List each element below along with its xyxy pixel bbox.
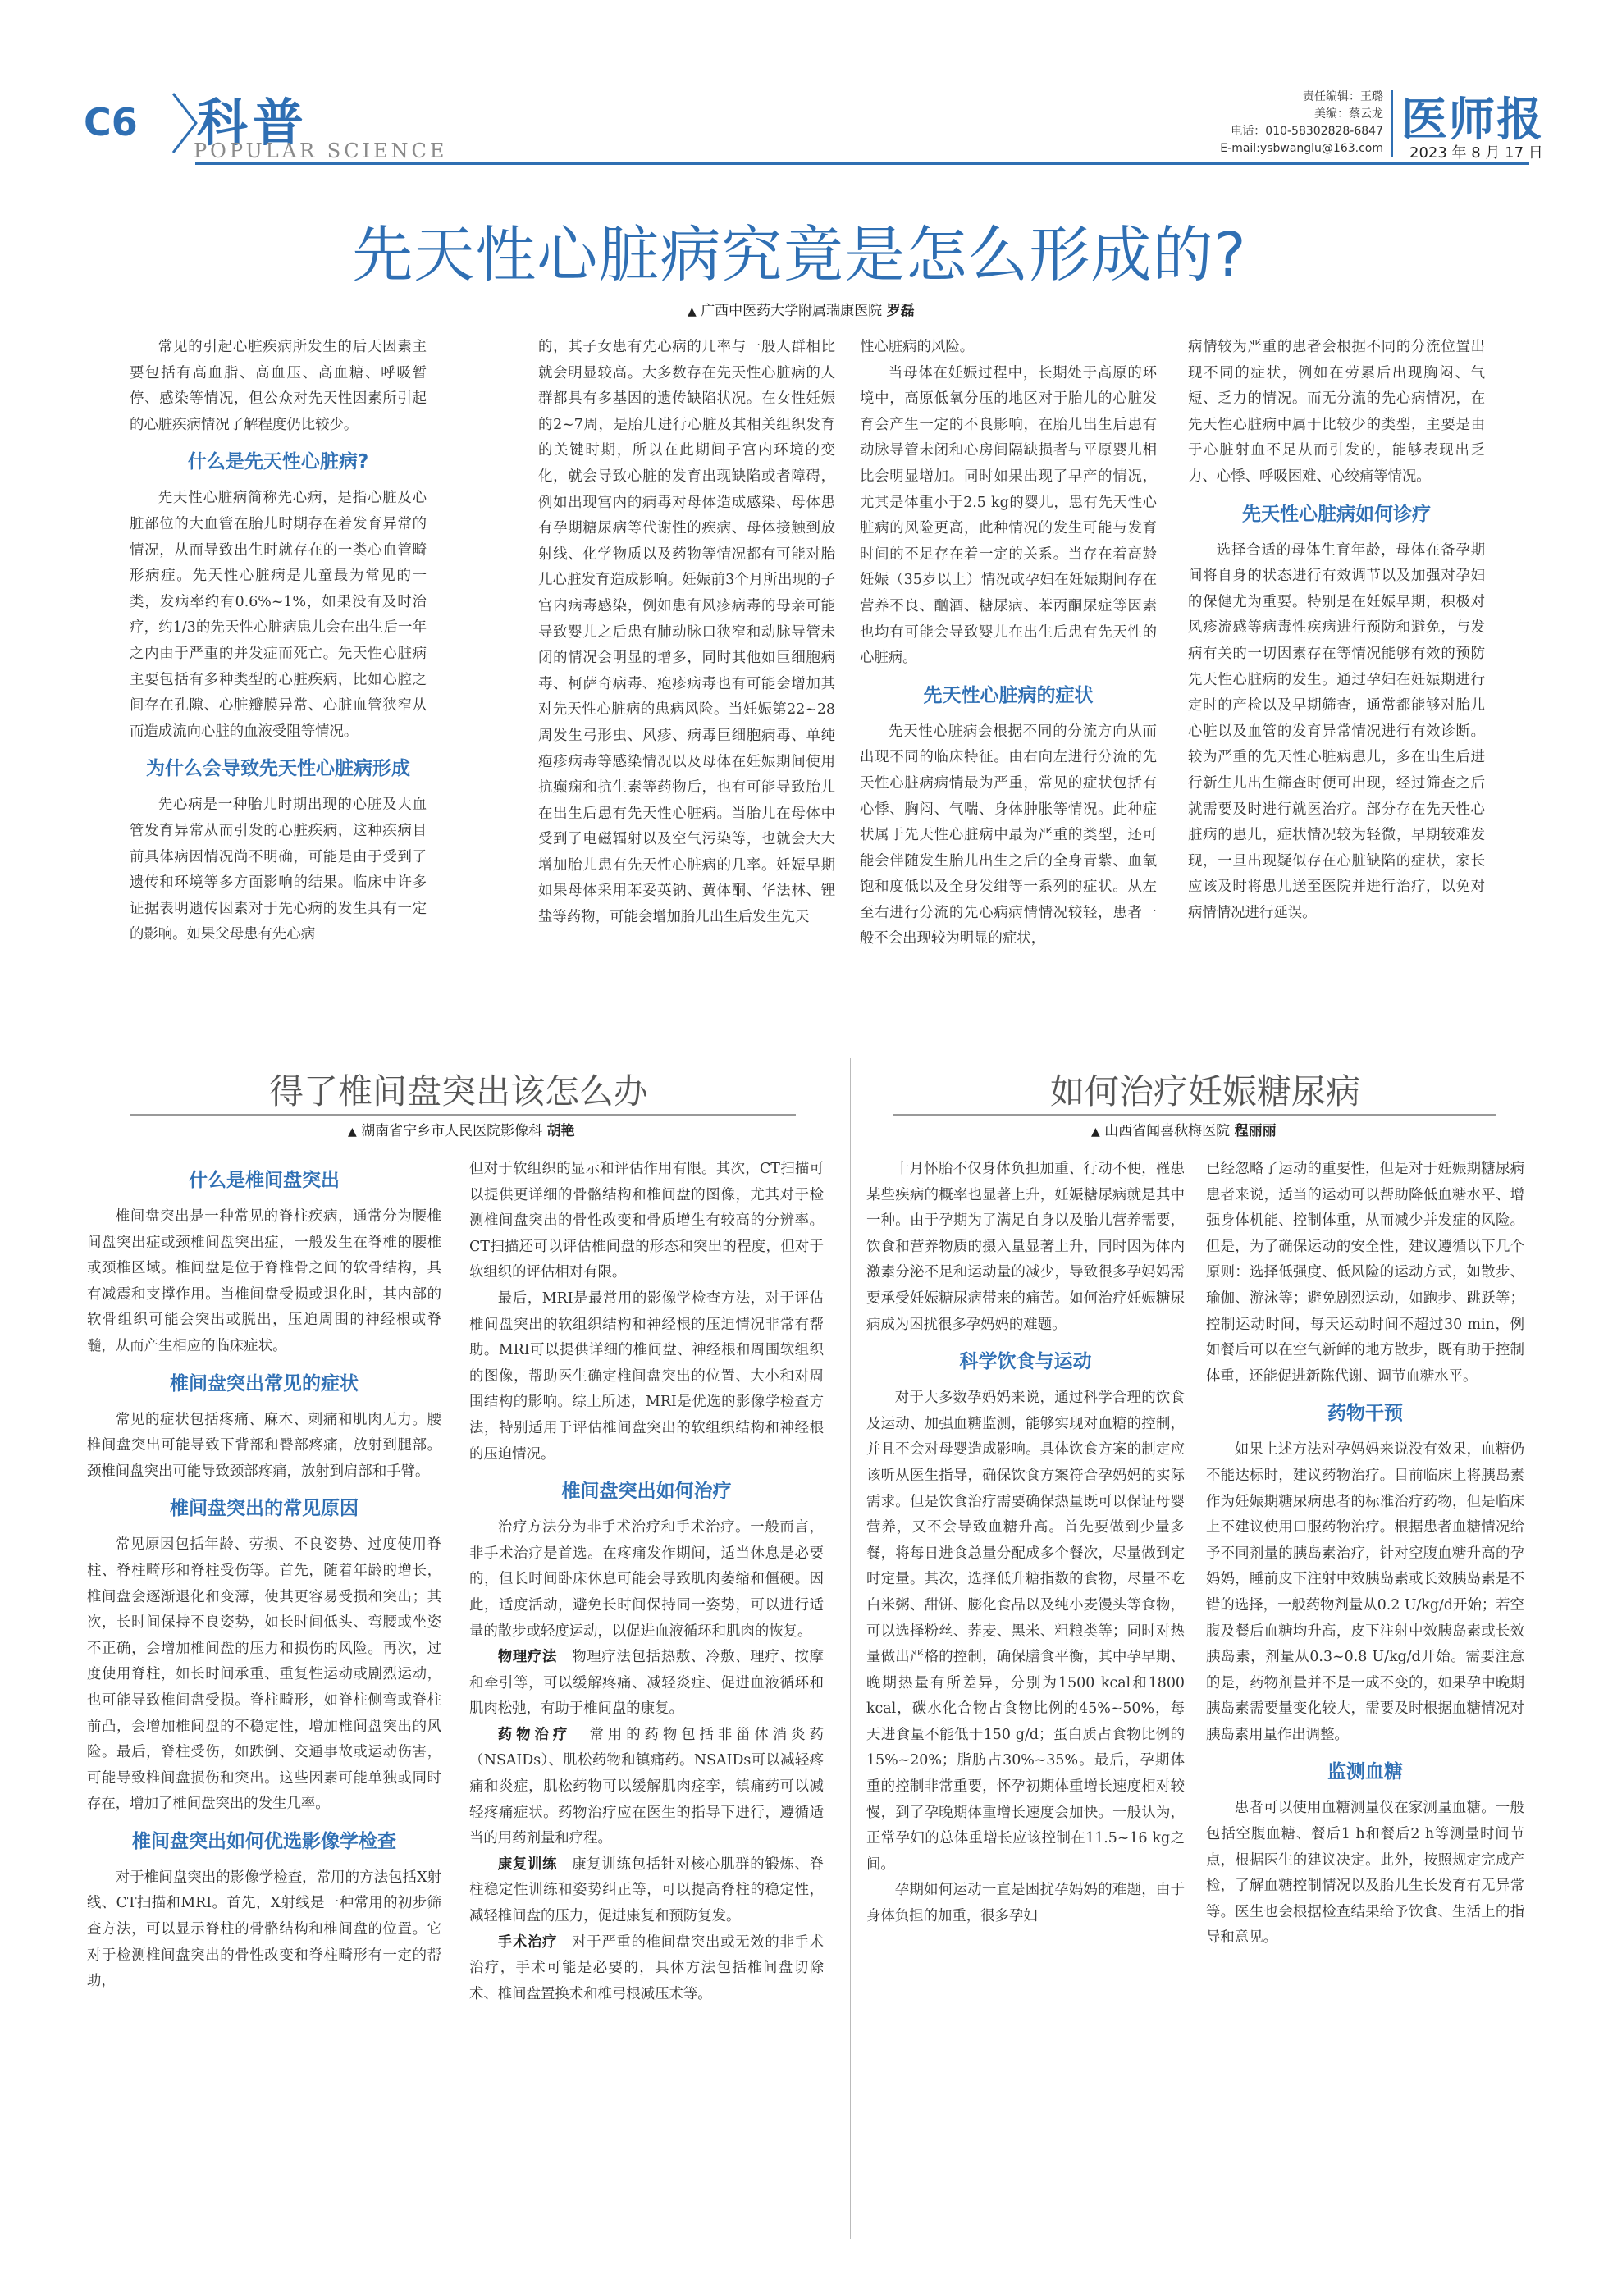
- section-heading: 先天性心脏病如何诊疗: [1242, 503, 1431, 525]
- paragraph: 常见的引起心脏疾病所发生的后天因素主要包括有高血脂、高血压、高血糖、呼吸暂停、感染等情况，但公众对先天性因素所引起的心脏疾病情况了解程度仍比较少。: [130, 339, 427, 433]
- paragraph: 常见原因包括年龄、劳损、不良姿势、过度使用脊柱、脊柱畸形和脊柱受伤等。首先，随着年龄的增长，椎间盘会逐渐退化和变薄，使其更容易受损和突出；其次，长时间保持不良姿势，如长时间低头、弯腰或坐姿不正确，会增加椎间盘的压力和损伤的风险。再次，过度使用脊柱，如长时间承重、重复性运动或剧烈运动，也可能导致椎间盘受损。脊柱畸形，如脊柱侧弯或脊柱前凸，会增加椎间盘的不稳定性，增加椎间盘突出的风险。最后，脊柱受伤，如跌倒、交通事故或运动伤害，可能导致椎间盘损伤和突出。这些因素可能单独或同时存在，增加了椎间盘突出的发生几率。: [87, 1536, 441, 1813]
- article3-title: 如何治疗妊娠糖尿病: [1050, 1071, 1361, 1111]
- paragraph: 椎间盘突出是一种常见的脊柱疾病，通常分为腰椎间盘突出症或颈椎间盘突出症，一般发生在脊椎的腰椎或颈椎区域。椎间盘是位于脊椎骨之间的软骨结构，具有减震和支撑作用。当椎间盘受损或退化时，其内部的软骨组织可能会突出或脱出，压迫周围的神经根或脊髓，从而产生相应的临床症状。: [87, 1208, 441, 1354]
- paragraph: 如果上述方法对孕妈妈来说没有效果，血糖仍不能达标时，建议药物治疗。目前临床上将胰岛素作为妊娠期糖尿病患者的标准治疗药物，但是临床上不建议使用口服药物治疗。根据患者血糖情况给予不同剂量的胰岛素治疗，针对空腹血糖升高的孕妈妈，睡前皮下注射中效胰岛素或长效胰岛素是不错的选择，一般药物剂量从0.2 U/kg/d开始；若空腹及餐后血糖均升高，皮下注射中效胰岛素或长效胰岛素，剂量从0.3~0.8 U/kg/d开始。需要注意的是，药物剂量并不是一成不变的，如果孕中晚期胰岛素需要量变化较大，需要及时根据血糖情况对胰岛素用量作出调整。: [1206, 1441, 1524, 1743]
- section-heading: 为什么会导致先天性心脏病形成: [146, 758, 410, 780]
- paragraph-text: 对于严重的椎间盘突出或无效的非手术治疗，手术可能是必要的，具体方法包括椎间盘切除术、椎间盘置换术和椎弓根减压术等。: [469, 1933, 824, 2002]
- paragraph: 的，其子女患有先心病的几率与一般人群相比就会明显较高。大多数存在先天性心脏病的人群都具有多基因的遗传缺陷状况。在女性妊娠的2~7周，是胎儿进行心脏及其相关组织发育的关键时期，所以在此期间子宫内环境的变化，就会导致心脏的发育出现缺陷或者障碍，例如出现宫内的病毒对母体造成感染、母体患有孕期糖尿病等代谢性的疾病、母体接触到放射线、化学物质以及药物等情况都有可能对胎儿心脏发育造成影响。妊娠前3个月所出现的子宫内病毒感染，例如患有风疹病毒的母亲可能导致婴儿之后患有肺动脉口狭窄和动脉导管未闭的情况会明显的增多，同时其他如巨细胞病毒、柯萨奇病毒、疱疹病毒也有可能会增加其对先天性心脏病的患病风险。当妊娠第22~28周发生弓形虫、风疹、病毒巨细胞病毒、单纯疱疹病毒等感染情况以及母体在妊娠期间使用抗癫痫和抗生素等药物后，也有可能导致胎儿在出生后患有先天性心脏病。当胎儿在母体中受到了电磁辐射以及空气污染等，也就会大大增加胎儿患有先天性心脏病的几率。妊娠早期如果母体采用苯妥英钠、黄体酮、华法林、锂盐等药物，可能会增加胎儿出生后发生先天: [538, 339, 835, 926]
- paragraph: 常见的症状包括疼痛、麻木、刺痛和肌肉无力。腰椎间盘突出可能导致下背部和臀部疼痛，放射到腿部。颈椎间盘突出可能导致颈部疼痛，放射到肩部和手臂。: [87, 1411, 441, 1480]
- paragraph: 最后，MRI是最常用的影像学检查方法，对于评估椎间盘突出的软组织结构和神经根的压迫情况非常有帮助。MRI可以提供详细的椎间盘、神经根和周围软组织的图像，帮助医生确定椎间盘突出的位置、大小和对周围结构的影响。综上所述，MRI是优选的影像学检查方法，特别适用于评估椎间盘突出的软组织结构和神经根的压迫情况。: [469, 1290, 824, 1463]
- paragraph: 先天性心脏病会根据不同的分流方向从而出现不同的临床特征。由右向左进行分流的先天性心脏病病情最为严重，常见的症状包括有心悸、胸闷、气喘、身体肿胀等情况。此种症状属于先天性心脏病中最为严重的类型，还可能会伴随发生胎儿出生之后的全身青紫、血氧饱和度低以及全身发绀等一系列的症状。从左至右进行分流的先心病病情情况较轻，患者一般不会出现较为明显的症状，: [860, 723, 1157, 947]
- article2-byline-org: 湖南省宁乡市人民医院影像科: [361, 1123, 543, 1139]
- paragraph-lead-term: 物理疗法: [497, 1649, 558, 1666]
- article2-title-rule: [130, 1114, 796, 1116]
- section-heading: 什么是椎间盘突出: [189, 1170, 340, 1191]
- article2-byline: [348, 1119, 575, 1139]
- article1-byline: [688, 299, 915, 319]
- article1-column-1: [130, 335, 427, 991]
- article1-column-4: [1188, 335, 1485, 991]
- section-title: 科普: [197, 93, 309, 153]
- page-number: C6: [84, 100, 138, 144]
- section-heading: 椎间盘突出常见的症状: [170, 1372, 359, 1394]
- paragraph: 病情较为严重的患者会根据不同的分流位置出现不同的症状，例如在劳累后出现胸闷、气短、乏力的情况。而无分流的先心病情况，在先天性心脏病中属于比较少的类型，主要是由于心脏射血不足从而引发的，能够表现出乏力、心悸、呼吸困难、心绞痛等情况。: [1188, 339, 1485, 485]
- article2-byline-author: 胡艳: [546, 1123, 575, 1139]
- editor-credit: 责任编辑：王璐: [1303, 90, 1383, 103]
- section-heading: 监测血糖: [1327, 1761, 1403, 1783]
- publication-date: 2023 年 8 月 17 日: [1409, 144, 1543, 162]
- paragraph: [469, 1645, 824, 1723]
- paragraph: [469, 1723, 824, 1852]
- paragraph: [469, 1930, 824, 2008]
- section-heading: 什么是先天性心脏病?: [187, 451, 369, 473]
- article3-byline-author: 程丽丽: [1234, 1123, 1277, 1139]
- article3-column-2: [1206, 1157, 1524, 2239]
- paragraph-lead-term: 康复训练: [497, 1856, 558, 1873]
- article1-title: 先天性心脏病究竟是怎么形成的?: [352, 220, 1247, 290]
- designer-credit: 美编：蔡云龙: [1314, 107, 1383, 121]
- header-divider: [1391, 90, 1393, 157]
- paragraph: 先心病是一种胎儿时期出现的心脏及大血管发育异常从而引发的心脏疾病，这种疾病目前具体病因情况尚不明确，可能是由于受到了遗传和环境等多方面影响的结果。临床中许多证据表明遗传因素对于先心病的发生具有一定的影响。如果父母患有先心病: [130, 797, 427, 943]
- section-heading: 椎间盘突出的常见原因: [170, 1498, 359, 1520]
- article2-column-2: [469, 1157, 824, 2239]
- article1-byline-author: 罗磊: [886, 303, 915, 319]
- paragraph: 治疗方法分为非手术治疗和手术治疗。一般而言，非手术治疗是首选。在疼痛发作期间，适当休息是必要的，但长时间卧床休息可能会导致肌肉萎缩和僵硬。因此，适度活动，避免长时间保持同一姿势，可以进行适量的散步或轻度运动，以促进血液循环和肌肉的恢复。: [469, 1519, 824, 1640]
- column-divider: [850, 1058, 851, 2239]
- triangle-icon: ▲: [348, 1125, 357, 1139]
- contact-email: E-mail:ysbwanglu@163.com: [1220, 142, 1383, 155]
- paragraph: 已经忽略了运动的重要性，但是对于妊娠期糖尿病患者来说，适当的运动可以帮助降低血糖水平、增强身体机能、控制体重，从而减少并发症的风险。但是，为了确保运动的安全性，建议遵循以下几个原则：选择低强度、低风险的运动方式，如散步、瑜伽、游泳等；避免剧烈运动，如跑步、跳跃等；控制运动时间，每天运动时间不超过30 min，例如餐后可以在空气新鲜的地方散步，既有助于控制体重，还能促进新陈代谢、调节血糖水平。: [1206, 1161, 1524, 1385]
- paragraph-lead-term: 药物治疗: [497, 1726, 572, 1743]
- header-rule: [195, 162, 1529, 165]
- article3-byline-org: 山西省闻喜秋梅医院: [1104, 1123, 1231, 1139]
- paragraph: 选择合适的母体生育年龄，母体在备孕期间将自身的状态进行有效调节以及加强对孕妇的保健尤为重要。特别是在妊娠早期，积极对风疹流感等病毒性疾病进行预防和避免，与发病有关的一切因素存在等情况能够有效的预防先天性心脏病的发生。通过孕妇在妊娠期进行定时的产检以及早期筛查，通常都能够对胎儿心脏以及血管的发育异常情况进行有效诊断。较为严重的先天性心脏病患儿，多在出生后进行新生儿出生筛查时便可出现，经过筛查之后就需要及时进行就医治疗。部分存在先天性心脏病的患儿，症状情况较为轻微，早期较难发现，一旦出现疑似存在心脏缺陷的症状，家长应该及时将患儿送至医院并进行治疗，以免对病情情况进行延误。: [1188, 541, 1485, 921]
- paragraph-text: 物理疗法包括热敷、冷敷、理疗、按摩和牵引等，可以缓解疼痛、减轻炎症、促进血液循环和肌肉松弛，有助于椎间盘的康复。: [469, 1649, 824, 1718]
- paragraph-text: 常用的药物包括非甾体消炎药（NSAIDs）、肌松药物和镇痛药。NSAIDs可以减轻疼痛和炎症，肌松药物可以缓解肌肉痉挛，镇痛药可以减轻疼痛症状。药物治疗应在医生的指导下进行，遵循适当的用药剂量和疗程。: [469, 1726, 824, 1847]
- article3-byline: [1091, 1119, 1277, 1139]
- paragraph-lead-term: 手术治疗: [497, 1933, 558, 1951]
- paragraph: 对于椎间盘突出的影像学检查，常用的方法包括X射线、CT扫描和MRI。首先，X射线是一种常用的初步筛查方法，可以显示脊柱的骨骼结构和椎间盘的位置。它对于检测椎间盘突出的骨性改变和脊柱畸形有一定的帮助，: [87, 1869, 441, 1990]
- paragraph: 当母体在妊娠过程中，长期处于高原的环境中，高原低氧分压的地区对于胎儿的心脏发育会产生一定的不良影响，在胎儿出生后患有动脉导管未闭和心房间隔缺损者与平原婴儿相比会明显增加。同时如果出现了早产的情况，尤其是体重小于2.5 kg的婴儿，患有先天性心脏病的风险更高，此种情况的发生可能与发育时间的不足存在着一定的关系。当存在着高龄妊娠（35岁以上）情况或孕妇在妊娠期间存在营养不良、酗酒、糖尿病、苯丙酮尿症等因素也均有可能会导致婴儿在出生后患有先天性的心脏病。: [860, 364, 1157, 667]
- paragraph: 先天性心脏病简称先心病，是指心脏及心脏部位的大血管在胎儿时期存在着发育异常的情况，从而导致出生时就存在的一类心血管畸形病症。先天性心脏病是儿童最为常见的一类，发病率约有0.6%~1%，如果没有及时治疗，约1/3的先天性心脏病患儿会在出生后一年之内由于严重的并发症而死亡。先天性心脏病主要包括有多种类型的心脏疾病，比如心腔之间存在孔隙、心脏瓣膜异常、心脏血管狭窄从而造成流向心脏的血液受阻等情况。: [130, 490, 427, 740]
- paragraph: [469, 1852, 824, 1930]
- newspaper-masthead: 医师报: [1401, 93, 1544, 147]
- paragraph: 性心脏病的风险。: [860, 339, 975, 355]
- section-heading: 椎间盘突出如何治疗: [561, 1481, 732, 1503]
- triangle-icon: ▲: [688, 305, 697, 318]
- paragraph: 对于大多数孕妈妈来说，通过科学合理的饮食及运动、加强血糖监测，能够实现对血糖的控制，并且不会对母婴造成影响。具体饮食方案的制定应该听从医生指导，确保饮食方案符合孕妈妈的实际需求。但是饮食治疗需要确保热量既可以保证母婴营养，又不会导致血糖升高。首先要做到少量多餐，将每日进食总量分配成多个餐次，尽量做到定时定量。其次，选择低升糖指数的食物，尽量不吃白米粥、甜饼、膨化食品以及纯小麦馒头等食物，可以选择粉丝、荞麦、黑米、粗粮类等；同时对热量做出严格的控制，确保膳食平衡，其中孕早期、晚期热量有所差异，分别为1500 kcal和1800 kcal，碳水化合物占食物比例的45%~50%，每天进食量不能低于150 g/d；蛋白质占食物比例的15%~20%；脂肪占30%~35%。最后，孕期体重的控制非常重要，怀孕初期体重增长速度相对较慢，到了孕晚期体重增长速度会加快。一般认为，正常孕妇的总体重增长应该控制在11.5~16 kg之间。: [866, 1390, 1185, 1873]
- section-heading: 科学饮食与运动: [959, 1351, 1092, 1373]
- triangle-icon: ▲: [1091, 1125, 1100, 1139]
- paragraph: 患者可以使用血糖测量仪在家测量血糖。一般包括空腹血糖、餐后1 h和餐后2 h等测量时间节点，根据医生的建议决定。此外，按照规定完成产检，了解血糖控制情况以及胎儿生长发育有无异常等。医生也会根据检查结果给予饮食、生活上的指导和意见。: [1206, 1800, 1524, 1947]
- section-heading: 药物干预: [1327, 1403, 1403, 1425]
- section-subtitle: POPULAR SCIENCE: [194, 139, 448, 162]
- section-heading: 椎间盘突出如何优选影像学检查: [132, 1830, 396, 1852]
- paragraph-text: 康复训练包括针对核心肌群的锻炼、脊柱稳定性训练和姿势纠正等，可以提高脊柱的稳定性，减轻椎间盘的压力，促进康复和预防复发。: [469, 1856, 824, 1925]
- article1-byline-org: 广西中医药大学附属瑞康医院: [701, 303, 883, 319]
- article2-column-1: [87, 1157, 441, 2239]
- contact-phone: 电话：010-58302828-6847: [1231, 125, 1383, 138]
- section-heading: 先天性心脏病的症状: [923, 684, 1094, 706]
- paragraph: 但对于软组织的显示和评估作用有限。其次，CT扫描可以提供更详细的骨骼结构和椎间盘的图像，尤其对于检测椎间盘突出的骨性改变和骨质增生有较高的分辨率。CT扫描还可以评估椎间盘的形态和突出的程度，但对于软组织的评估相对有限。: [469, 1161, 824, 1281]
- article2-title: 得了椎间盘突出该怎么办: [269, 1071, 649, 1111]
- paragraph: 十月怀胎不仅身体负担加重、行动不便，罹患某些疾病的概率也显著上升，妊娠糖尿病就是其中一种。由于孕期为了满足自身以及胎儿营养需要，饮食和营养物质的摄入量显著上升，同时因为体内激素分泌不足和运动量的减少，导致很多孕妈妈需要承受妊娠糖尿病带来的痛苦。如何治疗妊娠糖尿病成为困扰很多孕妈妈的难题。: [866, 1161, 1185, 1333]
- paragraph: 孕期如何运动一直是困扰孕妈妈的难题，由于身体负担的加重，很多孕妇: [866, 1882, 1185, 1925]
- article1-column-3: [860, 335, 1157, 991]
- article3-title-rule: [893, 1114, 1496, 1116]
- article1-column-2: [538, 335, 835, 991]
- article3-column-1: [866, 1157, 1185, 2239]
- editorial-info: [1186, 89, 1383, 157]
